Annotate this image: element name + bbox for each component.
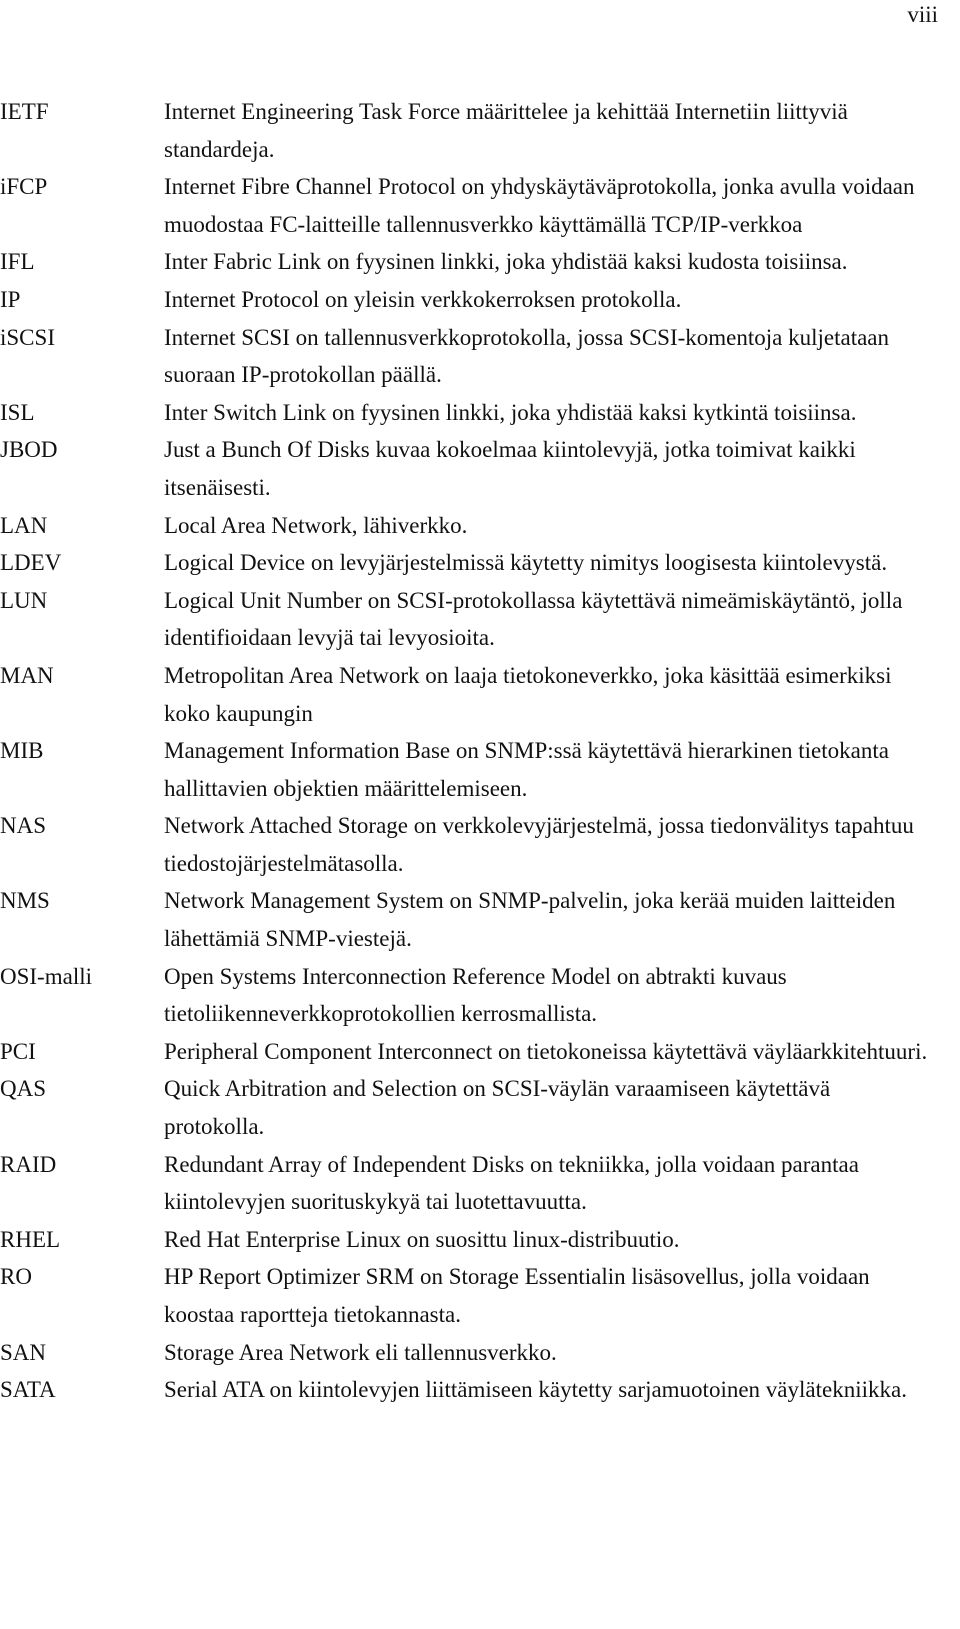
glossary-term: RO xyxy=(0,1264,32,1290)
glossary-entry xyxy=(0,657,930,732)
glossary-definition: Redundant Array of Independent Disks on tekniikka, jolla voidaan parantaa kiintolevyjen suorituskykyä tai luotettavuutta. xyxy=(164,1151,859,1215)
glossary-entry xyxy=(0,1070,930,1145)
glossary-term: ISL xyxy=(0,399,35,425)
glossary-entry xyxy=(0,319,930,394)
glossary-definition: Serial ATA on kiintolevyjen liittämiseen käytetty sarjamuotoinen väylätekniikka. xyxy=(164,1377,907,1403)
glossary-term: NAS xyxy=(0,813,47,839)
page-number: viii xyxy=(907,2,938,27)
glossary-entry xyxy=(0,882,930,957)
glossary-definition: Red Hat Enterprise Linux on suosittu linux-distribuutio. xyxy=(164,1226,680,1252)
glossary-entry xyxy=(0,1221,930,1259)
glossary-definition: Open Systems Interconnection Reference Model on abtrakti kuvaus tietoliikenneverkkoprotokollien kerrosmallista. xyxy=(164,963,787,1027)
glossary-entry xyxy=(0,1146,930,1221)
glossary-term: IETF xyxy=(0,99,49,124)
glossary-definition: Inter Fabric Link on fyysinen linkki, joka yhdistää kaksi kudosta toisiinsa. xyxy=(164,249,848,275)
glossary-term: JBOD xyxy=(0,437,58,463)
glossary-definition: Internet Engineering Task Force määrittelee ja kehittää Internetiin liittyviä standardeja. xyxy=(164,99,848,162)
glossary-entry xyxy=(0,958,930,1033)
glossary-term: IFL xyxy=(0,249,35,275)
glossary-definition: Network Management System on SNMP-palvelin, joka kerää muiden laitteiden lähettämiä SNMP-viestejä. xyxy=(164,888,896,952)
glossary-entry xyxy=(0,394,930,432)
glossary-entry xyxy=(0,1258,930,1333)
glossary-term: iFCP xyxy=(0,174,48,200)
glossary-entry xyxy=(0,1334,930,1372)
glossary-term: QAS xyxy=(0,1076,47,1102)
glossary-term: LUN xyxy=(0,587,48,613)
glossary-definition: Storage Area Network eli tallennusverkko. xyxy=(164,1339,557,1365)
glossary-entry xyxy=(0,544,930,582)
glossary-definition: Local Area Network, lähiverkko. xyxy=(164,512,468,538)
glossary-term: LDEV xyxy=(0,550,62,576)
glossary-definition: Network Attached Storage on verkkolevyjärjestelmä, jossa tiedonvälitys tapahtuu tiedostojärjestelmätasolla. xyxy=(164,813,914,876)
glossary-entry xyxy=(0,431,930,506)
glossary-definition: Inter Switch Link on fyysinen linkki, joka yhdistää kaksi kytkintä toisiinsa. xyxy=(164,399,857,425)
glossary-entry xyxy=(0,1033,930,1071)
glossary-list xyxy=(0,93,930,1409)
glossary-term: RHEL xyxy=(0,1226,61,1252)
glossary-definition: Internet Protocol on yleisin verkkokerroksen protokolla. xyxy=(164,286,682,312)
glossary-entry xyxy=(0,732,930,807)
glossary-definition: Logical Device on levyjärjestelmissä käytetty nimitys loogisesta kiintolevystä. xyxy=(164,550,888,576)
glossary-term: LAN xyxy=(0,512,48,538)
glossary-term: IP xyxy=(0,286,21,312)
glossary-term: iSCSI xyxy=(0,324,55,350)
glossary-entry xyxy=(0,168,930,243)
glossary-term: SATA xyxy=(0,1377,56,1403)
glossary-definition: Internet Fibre Channel Protocol on yhdyskäytäväprotokolla, jonka avulla voidaan muodostaa FC-laitteille tallennusverkko käyttämällä TCP/IP-verkkoa xyxy=(164,174,915,237)
glossary-definition: HP Report Optimizer SRM on Storage Essentialin lisäsovellus, jolla voidaan koostaa raportteja tietokannasta. xyxy=(164,1264,870,1327)
glossary-term: RAID xyxy=(0,1151,57,1177)
glossary-term: NMS xyxy=(0,888,50,914)
glossary-entry xyxy=(0,507,930,545)
glossary-entry xyxy=(0,582,930,657)
glossary-definition: Management Information Base on SNMP:ssä käytettävä hierarkinen tietokanta hallittavien objektien määrittelemiseen. xyxy=(164,738,889,801)
glossary-entry xyxy=(0,243,930,281)
glossary-definition: Metropolitan Area Network on laaja tietokoneverkko, joka käsittää esimerkiksi koko kaupungin xyxy=(164,662,892,726)
glossary-entry xyxy=(0,93,930,168)
glossary-entry xyxy=(0,1371,930,1409)
glossary-definition: Quick Arbitration and Selection on SCSI-väylän varaamiseen käytettävä protokolla. xyxy=(164,1076,831,1140)
glossary-term: MAN xyxy=(0,662,54,688)
glossary-definition: Just a Bunch Of Disks kuvaa kokoelmaa kiintolevyjä, jotka toimivat kaikki itsenäisesti. xyxy=(164,437,856,500)
glossary-term: PCI xyxy=(0,1038,36,1064)
glossary-term: MIB xyxy=(0,738,44,764)
glossary-entry xyxy=(0,807,930,882)
glossary-definition: Internet SCSI on tallennusverkkoprotokolla, jossa SCSI-komentoja kuljetataan suoraan IP-protokollan päällä. xyxy=(164,324,890,388)
glossary-term: SAN xyxy=(0,1339,47,1365)
glossary-entry xyxy=(0,281,930,319)
glossary-definition: Logical Unit Number on SCSI-protokollassa käytettävä nimeämiskäytäntö, jolla identifioidaan levyjä tai levyosioita. xyxy=(164,587,903,651)
glossary-term: OSI-malli xyxy=(0,963,92,989)
glossary-definition: Peripheral Component Interconnect on tietokoneissa käytettävä väyläarkkitehtuuri. xyxy=(164,1038,928,1064)
